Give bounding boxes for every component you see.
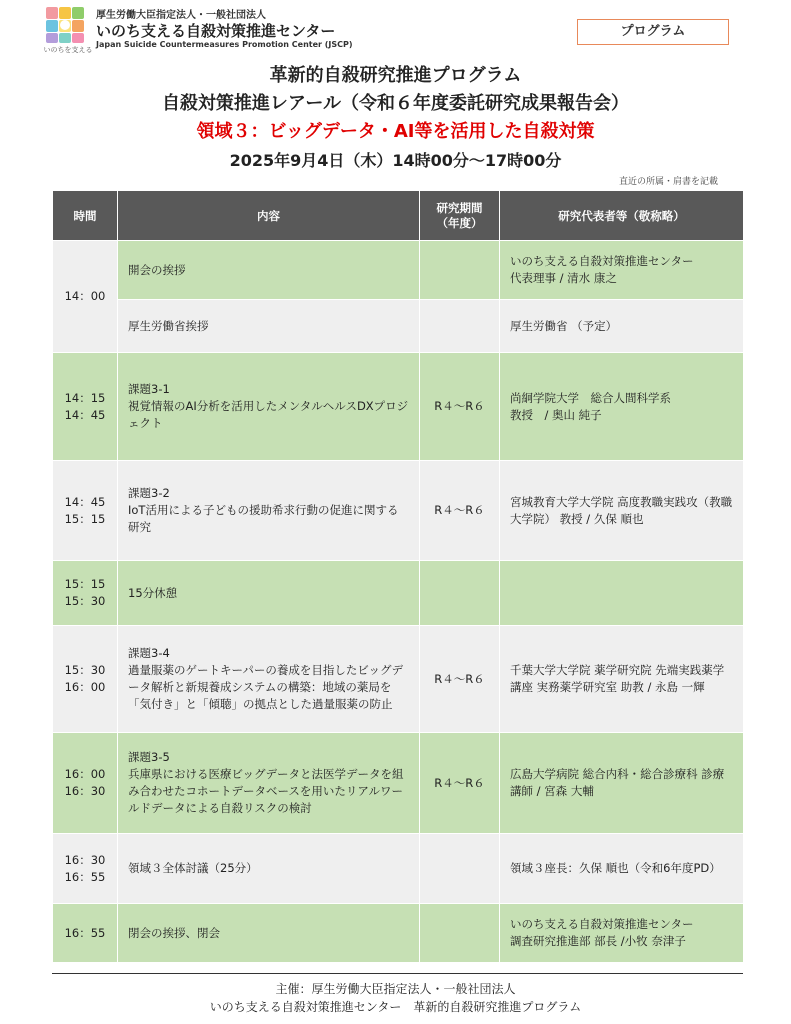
title-block: [0, 62, 791, 176]
table-header-row: [53, 191, 744, 241]
row-period: [420, 561, 500, 626]
program-badge: プログラム: [577, 19, 729, 45]
row-time: 16：55: [53, 904, 118, 963]
row-representative: 厚生労働省 （予定）: [500, 300, 744, 353]
row-period: R４～R６: [420, 626, 500, 733]
header-period: 研究期間 （年度）: [420, 191, 500, 241]
row-representative: いのち支える自殺対策推進センター 調査研究推進部 部長 /小牧 奈津子: [500, 904, 744, 963]
row-time: 14：15 14：45: [53, 353, 118, 461]
footer-host: 主催：厚生労働大臣指定法人・一般社団法人: [275, 982, 516, 996]
table-row: [53, 241, 744, 300]
table-row: [53, 561, 744, 626]
logo-caption: いのちを支える: [43, 46, 93, 54]
row-content: 15分休憩: [118, 561, 420, 626]
row-time: 15：15 15：30: [53, 561, 118, 626]
table-row: [53, 353, 744, 461]
header-content: 内容: [118, 191, 420, 241]
affiliation-note: 直近の所属・肩書を記載: [619, 177, 719, 187]
table-row: [53, 300, 744, 353]
row-representative: 宮城教育大学大学院 高度教職実践攻（教職大学院） 教授 / 久保 順也: [500, 461, 744, 561]
row-time: 14：45 15：15: [53, 461, 118, 561]
row-content: 閉会の挨拶、閉会: [118, 904, 420, 963]
row-period: R４～R６: [420, 461, 500, 561]
row-content: 厚生労働省挨拶: [118, 300, 420, 353]
row-representative: 千葉大学大学院 薬学研究院 先端実践薬学講座 実務薬学研究室 助教 / 永島 一輝: [500, 626, 744, 733]
row-period: R４～R６: [420, 353, 500, 461]
domain-title: 領域３：ビッグデータ・AI等を活用した自殺対策: [196, 121, 595, 142]
row-content: 課題3-5 兵庫県における医療ビッグデータと法医学データを組み合わせたコホートデータベースを用いたリアルワールドデータによる自殺リスクの検討: [118, 733, 420, 834]
row-representative: 領域３座長：久保 順也（令和6年度PD）: [500, 834, 744, 904]
table-row: [53, 733, 744, 834]
org-designation: 厚生労働大臣指定法人・一般社団法人: [96, 10, 266, 21]
row-content: 開会の挨拶: [118, 241, 420, 300]
program-title: 革新的自殺研究推進プログラム: [269, 65, 522, 86]
table-row: [53, 626, 744, 733]
event-datetime: 2025年9月4日（木）14時00分～17時00分: [229, 151, 562, 170]
header-time: 時間: [53, 191, 118, 241]
header-representative: 研究代表者等（敬称略）: [500, 191, 744, 241]
row-representative: 尚絅学院大学 総合人間科学系 教授 / 奥山 純子: [500, 353, 744, 461]
org-name: いのち支える自殺対策推進センター: [96, 22, 336, 40]
table-row: [53, 461, 744, 561]
row-content: 課題3-4 過量服薬のゲートキーパーの養成を目指したビッグデータ解析と新規養成システムの構築：地域の薬局を「気付き」と「傾聴」の拠点とした過量服薬の防止: [118, 626, 420, 733]
row-content: 課題3-1 視覚情報のAI分析を活用したメンタルヘルスDXプロジェクト: [118, 353, 420, 461]
jscp-logo-icon: [44, 5, 86, 45]
row-period: [420, 241, 500, 300]
row-period: R４～R６: [420, 733, 500, 834]
row-time: 14：00: [53, 241, 118, 353]
row-time: 16：00 16：30: [53, 733, 118, 834]
row-period: [420, 904, 500, 963]
row-representative: 広島大学病院 総合内科・総合診療科 診療講師 / 宮森 大輔: [500, 733, 744, 834]
row-content: 課題3-2 IoT活用による子どもの援助希求行動の促進に関する研究: [118, 461, 420, 561]
org-english-name: Japan Suicide Countermeasures Promotion Center (JSCP): [96, 40, 353, 49]
schedule-table: [52, 190, 744, 963]
event-title: 自殺対策推進レアール（令和６年度委託研究成果報告会）: [161, 93, 630, 114]
table-row: [53, 834, 744, 904]
row-period: [420, 834, 500, 904]
footer-divider: [52, 973, 743, 974]
row-time: 16：30 16：55: [53, 834, 118, 904]
row-representative: [500, 561, 744, 626]
row-period: [420, 300, 500, 353]
row-content: 領域３全体討議（25分）: [118, 834, 420, 904]
footer: [0, 980, 791, 1016]
table-row: [53, 904, 744, 963]
row-time: 15：30 16：00: [53, 626, 118, 733]
footer-program: いのち支える自殺対策推進センター 革新的自殺研究推進プログラム: [209, 1000, 582, 1014]
row-representative: いのち支える自殺対策推進センター 代表理事 / 清水 康之: [500, 241, 744, 300]
